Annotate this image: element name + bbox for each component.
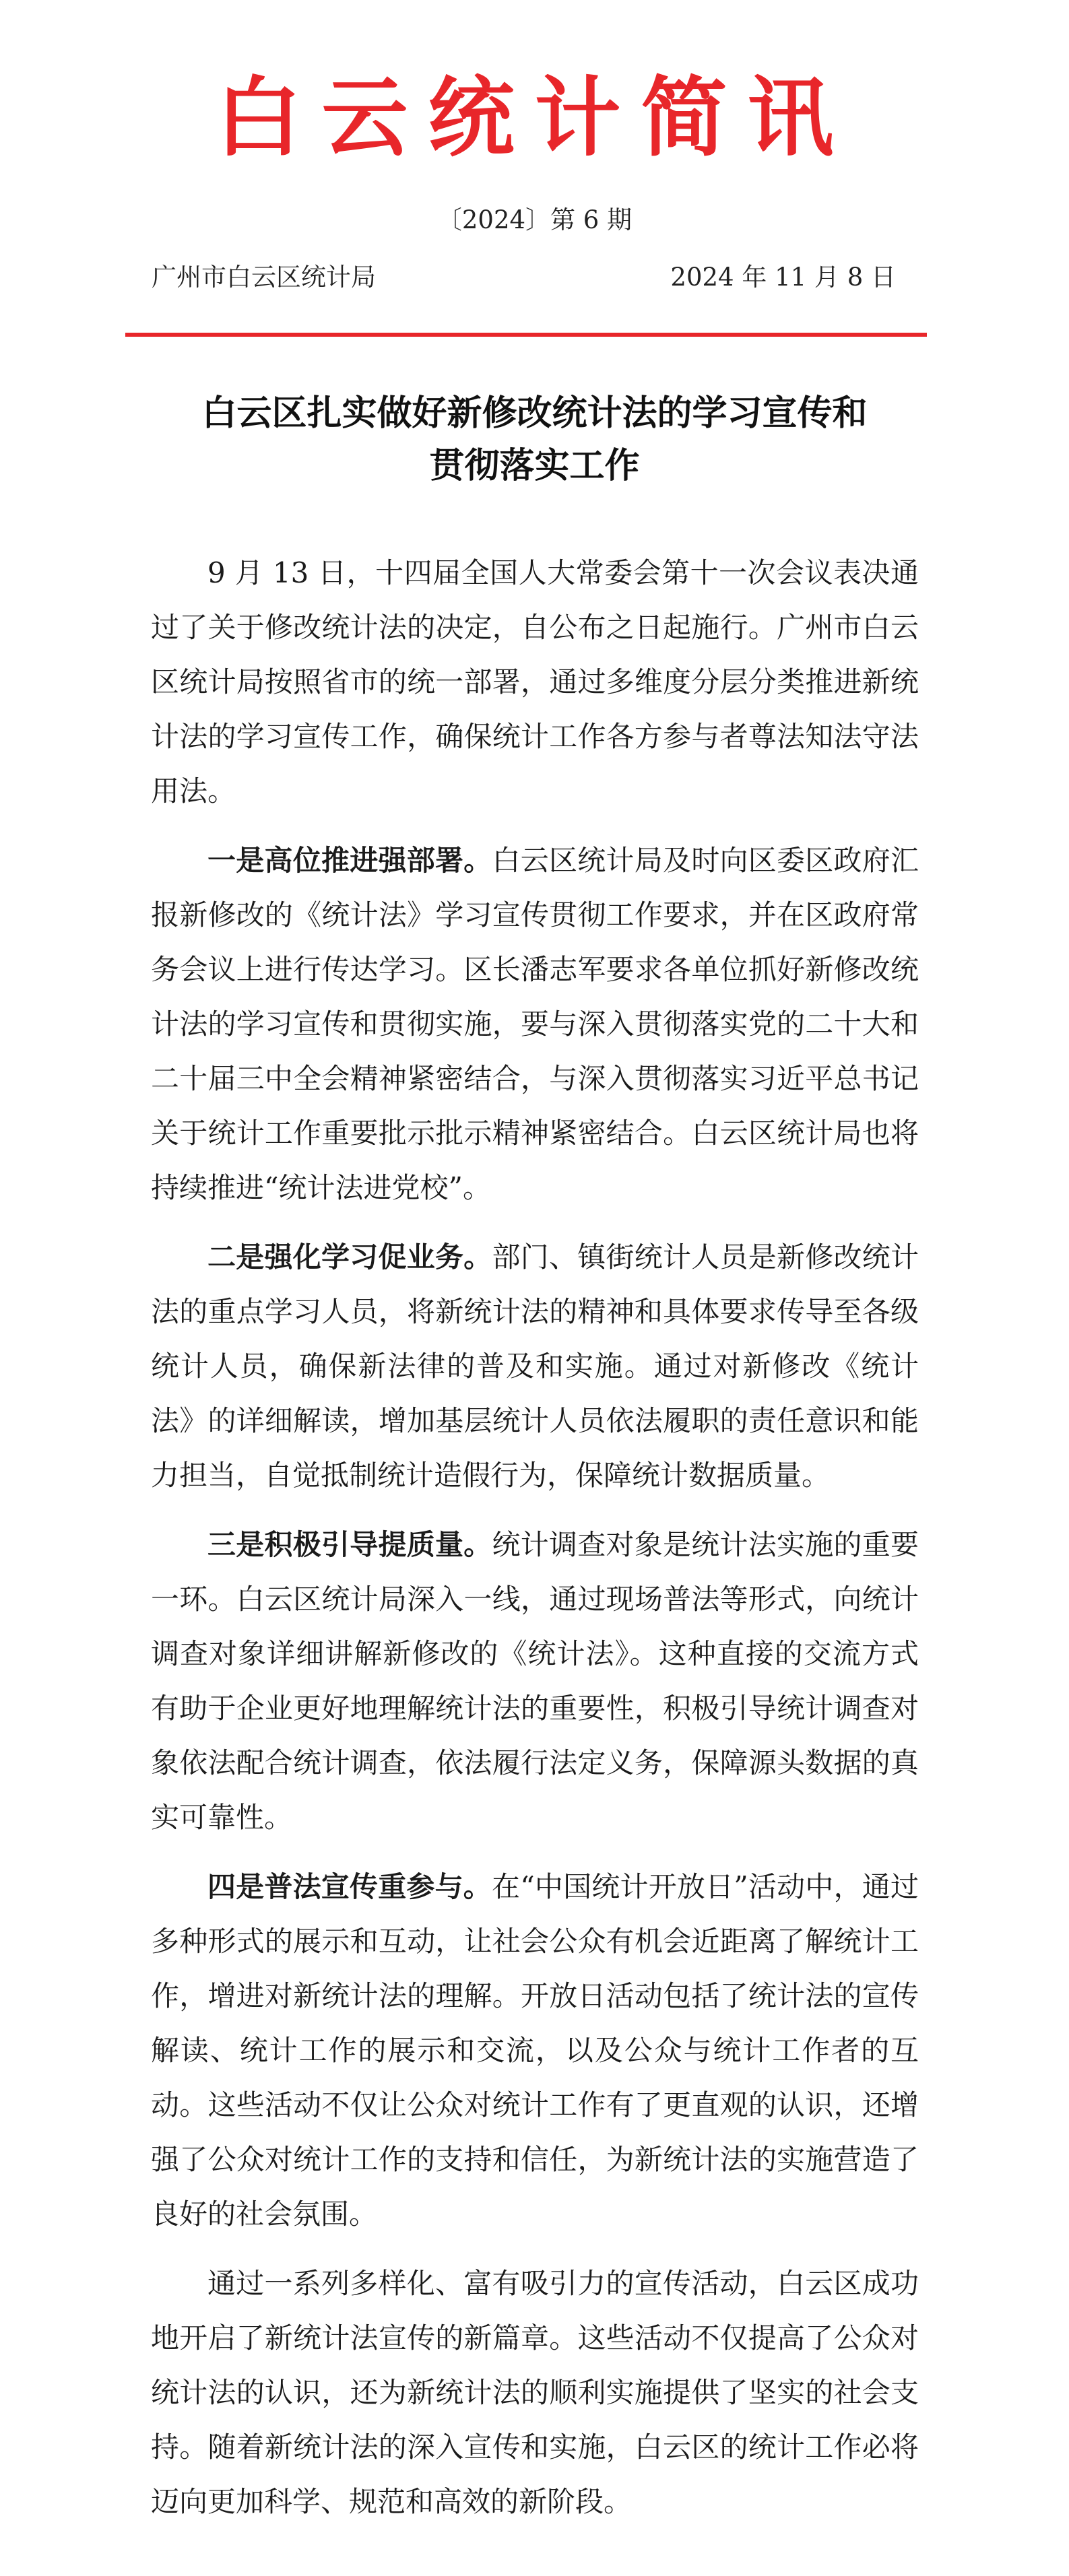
issue-date: 2024 年 11 月 8 日 bbox=[670, 263, 896, 292]
paragraph-point-3: 三是积极引导提质量。统计调查对象是统计法实施的重要一环。白云区统计局深入一线，通过现场普法等形式，向统计调查对象详细讲解新修改的《统计法》。这种直接的交流方式有助于企业更好地理解统计法的重要性，积极引导统计调查对象依法配合统计调查，依法履行法定义务，保障源头数据的真实可靠性。 bbox=[151, 1528, 919, 1834]
article-body bbox=[151, 546, 919, 2544]
article-title bbox=[135, 387, 934, 492]
issuer-name: 广州市白云区统计局 bbox=[152, 263, 376, 292]
article-title-line-1: 白云区扎实做好新修改统计法的学习宣传和 bbox=[201, 393, 868, 434]
newsletter-masthead: 白云统计简讯 bbox=[215, 67, 854, 168]
paragraph-intro: 9 月 13 日，十四届全国人大常委会第十一次会议表决通过了关于修改统计法的决定，自公布之日起施行。广州市白云区统计局按照省市的统一部署，通过多维度分层分类推进新统计法的学习宣传工作，确保统计工作各方参与者尊法知法守法用法。 bbox=[151, 556, 919, 807]
paragraph-lead: 三是积极引导提质量。 bbox=[207, 1528, 492, 1561]
paragraph-lead: 二是强化学习促业务。 bbox=[207, 1241, 492, 1274]
paragraph-lead: 一是高位推进强部署。 bbox=[207, 844, 492, 877]
paragraph-point-1: 一是高位推进强部署。白云区统计局及时向区委区政府汇报新修改的《统计法》学习宣传贯彻工作要求，并在区政府常务会议上进行传达学习。区长潘志军要求各单位抓好新修改统计法的学习宣传和贯彻实施，要与深入贯彻落实党的二十大和二十届三中全会精神紧密结合，与深入贯彻落实习近平总书记关于统计工作重要批示批示精神紧密结合。白云区统计局也将持续推进“统计法进党校”。 bbox=[151, 844, 919, 1204]
issue-number: 〔2024〕第 6 期 bbox=[436, 205, 633, 234]
paragraph-lead: 四是普法宣传重参与。 bbox=[207, 1870, 492, 1903]
issuer-date-row bbox=[152, 261, 896, 294]
paragraph-conclusion: 通过一系列多样化、富有吸引力的宣传活动，白云区成功地开启了新统计法宣传的新篇章。这些活动不仅提高了公众对统计法的认识，还为新统计法的顺利实施提供了坚实的社会支持。随着新统计法的深入宣传和实施，白云区的统计工作必将迈向更加科学、规范和高效的新阶段。 bbox=[151, 2267, 919, 2518]
article-title-line-2: 贯彻落实工作 bbox=[429, 445, 640, 486]
red-divider-line bbox=[125, 333, 927, 337]
paragraph-point-4: 四是普法宣传重参与。在“中国统计开放日”活动中，通过多种形式的展示和互动，让社会公众有机会近距离了解统计工作，增进对新统计法的理解。开放日活动包括了统计法的宣传解读、统计工作的展示和交流，以及公众与统计工作者的互动。这些活动不仅让公众对统计工作有了更直观的认识，还增强了公众对统计工作的支持和信任，为新统计法的实施营造了良好的社会氛围。 bbox=[151, 1870, 919, 2231]
paragraph-point-2: 二是强化学习促业务。部门、镇街统计人员是新修改统计法的重点学习人员，将新统计法的精神和具体要求传导至各级统计人员，确保新法律的普及和实施。通过对新修改《统计法》的详细解读，增加基层统计人员依法履职的责任意识和能力担当，自觉抵制统计造假行为，保障统计数据质量。 bbox=[151, 1241, 919, 1492]
